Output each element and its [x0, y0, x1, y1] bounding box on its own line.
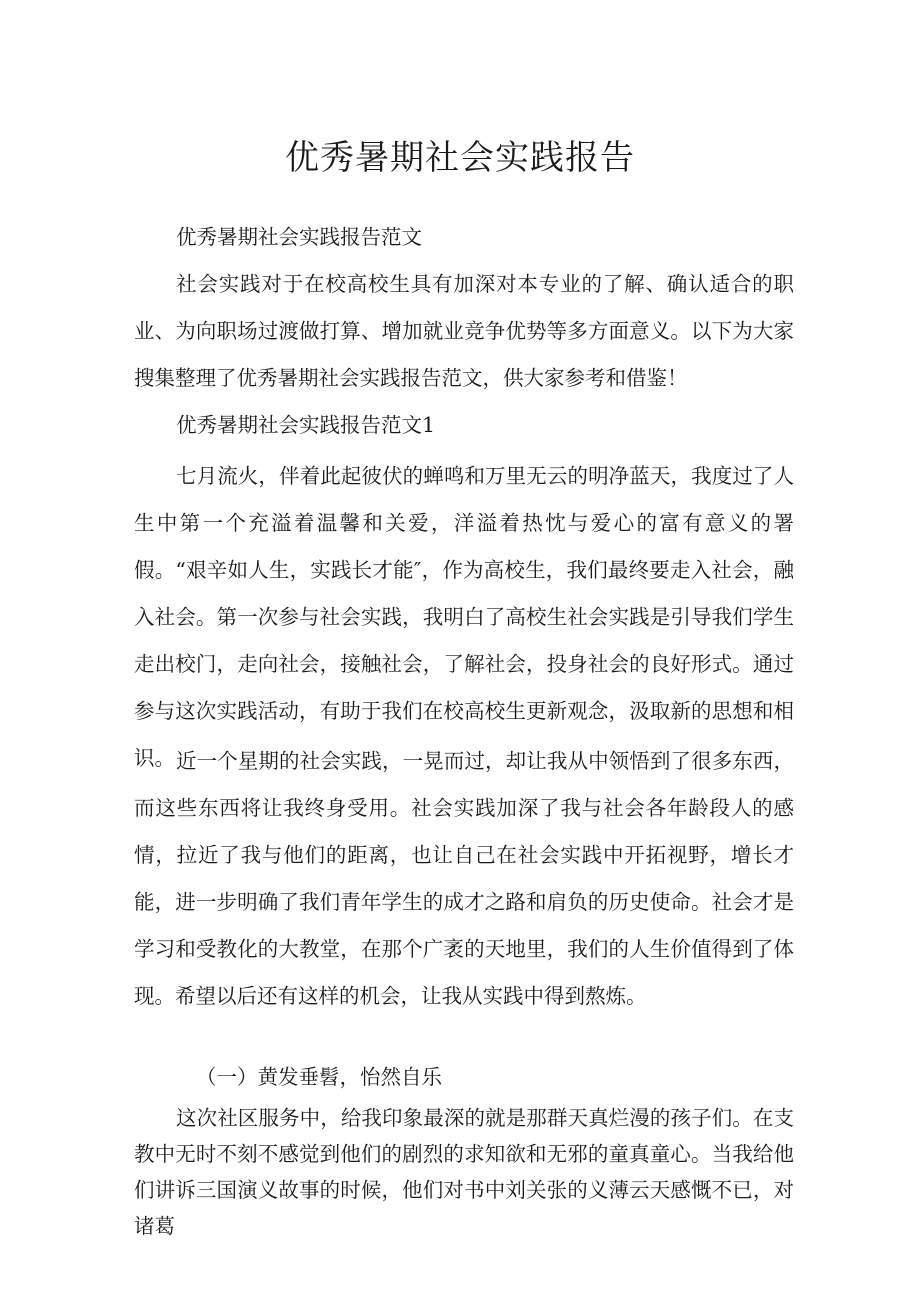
body-paragraph: 这次社区服务中，给我印象最深的就是那群天真烂漫的孩子们。在支教中无时不刻不感觉到他们的剧烈的求知欲和无邪的童真童心。当我给他们讲诉三国演义故事的时候，他们对书中刘关张的义薄云天感慨不已，对诸葛 [134, 1106, 794, 1238]
sub-heading: （一）黄发垂髫，怡然自乐 [196, 1065, 442, 1089]
section-heading: 优秀暑期社会实践报告范文1 [176, 413, 436, 437]
body-paragraph: 七月流火，伴着此起彼伏的蝉鸣和万里无云的明净蓝天，我度过了人生中第一个充溢着温馨和关爱，洋溢着热忱与爱心的富有意义的署假。“艰辛如人生，实践长才能″，作为高校生，我们最终要走入社会，融入社会。第一次参与社会实践，我明白了高校生社会实践是引导我们学生走出校门，走向社会，接触社会，了解社会，投身社会的良好形式。通过参与这次实践活动，有助于我们在校高校生更新观念，汲取新的思想和相识。 [134, 464, 794, 770]
body-paragraph: 近一个星期的社会实践，一晃而过，却让我从中领悟到了很多东西，而这些东西将让我终身受用。社会实践加深了我与社会各年龄段人的感情，拉近了我与他们的距离，也让自己在社会实践中开拓视野，增长才能，进一步明确了我们青年学生的成才之路和肩负的历史使命。社会才是学习和受教化的大教堂，在那个广袤的天地里，我们的人生价值得到了体现。希望以后还有这样的机会，让我从实践中得到熬炼。 [134, 749, 794, 1008]
document-title: 优秀暑期社会实践报告 [285, 138, 635, 178]
intro-paragraph: 社会实践对于在校高校生具有加深对本专业的了解、确认适合的职业、为向职场过渡做打算、增加就业竞争优势等多方面意义。以下为大家搜集整理了优秀暑期社会实践报告范文，供大家参考和借鉴！ [134, 272, 794, 390]
document-subtitle: 优秀暑期社会实践报告范文 [176, 225, 422, 249]
